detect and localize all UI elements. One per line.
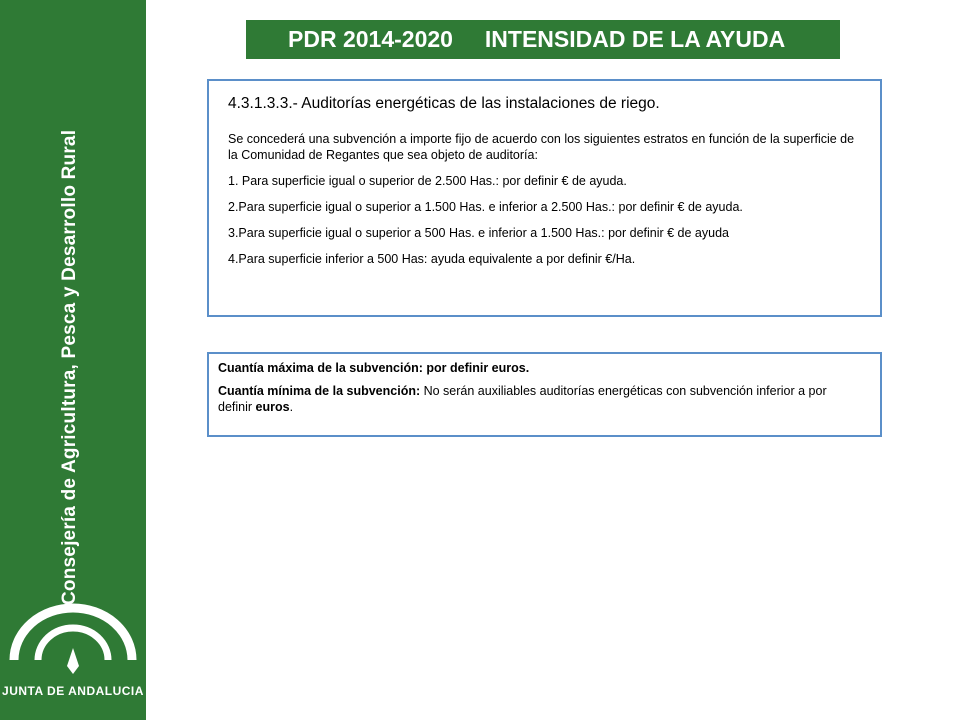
sidebar-vertical-title: Consejería de Agricultura, Pesca y Desarrollo Rural: [59, 129, 80, 605]
page-title: PDR 2014-2020 INTENSIDAD DE LA AYUDA: [246, 20, 840, 59]
intro-paragraph: Se concederá una subvención a importe fijo de acuerdo con los siguientes estratos en función de la superficie de la Comunidad de Regantes que sea objeto de auditoría:: [228, 132, 855, 162]
junta-arch-icon: [8, 598, 138, 682]
min-amount-unit: euros: [255, 400, 290, 414]
min-amount-end: .: [289, 400, 294, 414]
subsidy-limits-box: [207, 352, 882, 437]
min-amount-line: [218, 383, 860, 415]
list-item: 1. Para superficie igual o superior de 2.500 Has.: por definir € de ayuda.: [228, 174, 627, 188]
max-amount-line: Cuantía máxima de la subvención: por definir euros.: [218, 361, 530, 375]
list-item: 4.Para superficie inferior a 500 Has: ayuda equivalente a por definir €/Ha.: [228, 252, 636, 266]
min-amount-text: No serán auxiliables auditorías energéticas con subvención inferior a por definir: [218, 384, 827, 414]
aid-intensity-box: [207, 79, 882, 317]
junta-de-andalucia-logo: [0, 598, 146, 720]
list-item: 3.Para superficie igual o superior a 500 Has. e inferior a 1.500 Has.: por definir € de ayuda: [228, 226, 729, 240]
min-amount-label: Cuantía mínima de la subvención:: [218, 384, 421, 398]
logo-caption: JUNTA DE ANDALUCIA: [2, 684, 144, 698]
sidebar: [0, 0, 146, 720]
section-heading: 4.3.1.3.3.- Auditorías energéticas de las instalaciones de riego.: [228, 95, 660, 112]
list-item: 2.Para superficie igual o superior a 1.500 Has. e inferior a 2.500 Has.: por definir € de ayuda.: [228, 200, 743, 214]
